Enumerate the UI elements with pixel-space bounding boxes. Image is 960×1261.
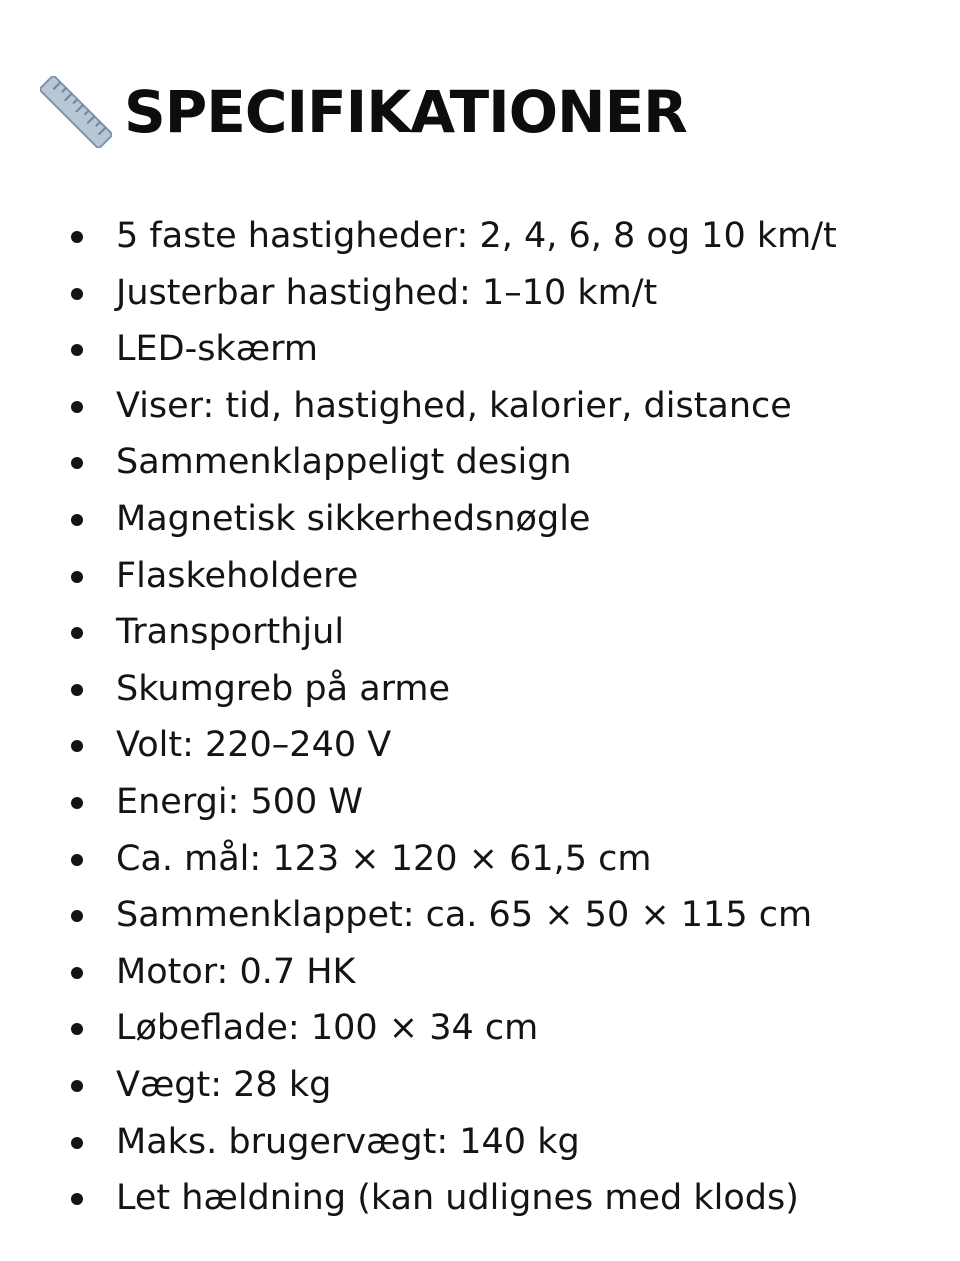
bullet-icon [71, 457, 83, 469]
bullet-icon [71, 401, 83, 413]
list-item [0, 434, 837, 491]
bullet-icon [71, 854, 83, 866]
bullet-icon [71, 684, 83, 696]
list-item [0, 887, 837, 944]
bullet-icon [71, 344, 83, 356]
bullet-icon [71, 1023, 83, 1035]
spec-text: Magnetisk sikkerhedsnøgle [116, 498, 591, 539]
spec-text: Vægt: 28 kg [116, 1064, 332, 1105]
bullet-icon [71, 1193, 83, 1205]
spec-text: Volt: 220–240 V [116, 725, 392, 766]
list-item [0, 1057, 837, 1114]
list-item [0, 491, 837, 548]
bullet-icon [71, 231, 83, 243]
list-item [0, 1114, 837, 1171]
spec-text: Motor: 0.7 HK [116, 951, 356, 992]
spec-list [0, 208, 837, 1227]
bullet-icon [71, 1080, 83, 1092]
spec-text: LED-skærm [116, 329, 318, 370]
spec-text: Viser: tid, hastighed, kalorier, distance [116, 385, 792, 426]
list-item [0, 774, 837, 831]
ruler-icon [40, 76, 112, 148]
spec-text: 5 faste hastigheder: 2, 4, 6, 8 og 10 km/t [116, 216, 837, 256]
spec-text: Løbeflade: 100 × 34 cm [116, 1008, 539, 1049]
list-item [0, 378, 837, 435]
spec-text: Transporthjul [116, 612, 345, 653]
list-item [0, 321, 837, 378]
list-item [0, 944, 837, 1001]
spec-text: Ca. mål: 123 × 120 × 61,5 cm [116, 838, 652, 879]
spec-text: Skumgreb på arme [116, 668, 451, 709]
list-item [0, 604, 837, 661]
spec-text: Let hældning (kan udlignes med klods) [116, 1178, 799, 1219]
bullet-icon [71, 627, 83, 639]
bullet-icon [71, 797, 83, 809]
spec-text: Maks. brugervægt: 140 kg [116, 1121, 580, 1162]
page-title: SPECIFIKATIONER [124, 78, 687, 146]
bullet-icon [71, 967, 83, 979]
list-item [0, 831, 837, 888]
list-item [0, 1170, 837, 1227]
spec-text: Energi: 500 W [116, 781, 363, 822]
bullet-icon [71, 910, 83, 922]
section-header [40, 76, 687, 148]
spec-text: Sammenklappeligt design [116, 442, 572, 483]
list-item [0, 208, 837, 265]
spec-text: Flaskeholdere [116, 555, 359, 596]
bullet-icon [71, 288, 83, 300]
list-item [0, 717, 837, 774]
list-item [0, 265, 837, 322]
spec-text: Justerbar hastighed: 1–10 km/t [116, 272, 658, 313]
list-item [0, 661, 837, 718]
spec-text: Sammenklappet: ca. 65 × 50 × 115 cm [116, 895, 813, 936]
bullet-icon [71, 740, 83, 752]
list-item [0, 548, 837, 605]
bullet-icon [71, 1137, 83, 1149]
bullet-icon [71, 514, 83, 526]
list-item [0, 1000, 837, 1057]
bullet-icon [71, 571, 83, 583]
